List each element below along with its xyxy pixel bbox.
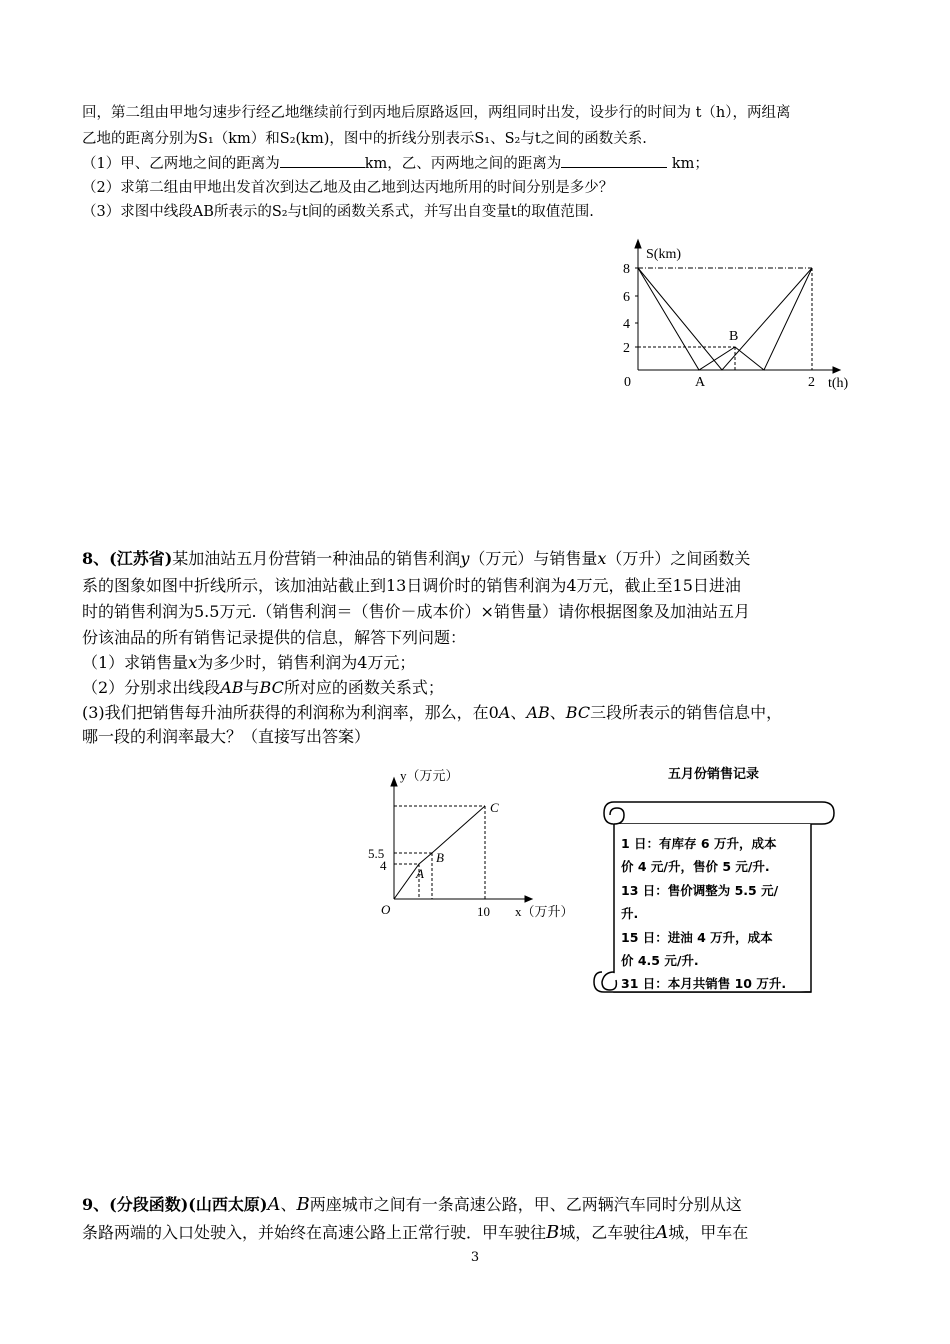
y-tick-2: 2	[623, 341, 630, 356]
segment-bc-2: BC	[565, 703, 591, 722]
sep-1: 、	[510, 703, 527, 722]
q9-line-1-text: 两座城市之间有一条高速公路，甲、乙两辆汽车同时分别从这	[309, 1195, 742, 1214]
y-tick-6: 6	[623, 290, 630, 305]
y-tick-5-5: 5.5	[368, 846, 385, 861]
q8-part-1-b: 为多少时，销售利润为4万元；	[197, 653, 416, 672]
var-x: x	[188, 653, 198, 672]
point-a-label: A	[416, 866, 424, 881]
q8-line-1-b: （万元）与销售量	[469, 549, 598, 568]
q9-source-tag: (分段函数)(山西太原)	[109, 1195, 268, 1214]
var-a-2: A	[655, 1222, 669, 1243]
q8-number: 8、	[82, 549, 110, 568]
q8-part-2-a: （2）分别求出线段	[82, 678, 221, 697]
q9-line-2-c: 城，乙车驶往	[559, 1223, 656, 1242]
point-a-label: A	[695, 375, 706, 390]
q8-line-1-c: （万升）之间函数关	[606, 549, 751, 568]
x-axis-label: t(h)	[828, 376, 849, 391]
x-tick-2: 2	[808, 375, 815, 390]
q8-part-1-a: （1）求销售量	[82, 653, 189, 672]
q7-part-1-b: km，乙、丙两地之间的距离为	[364, 156, 562, 172]
q8-part-2-b: 与	[243, 678, 260, 697]
segment-bc: BC	[259, 678, 284, 697]
point-b-label: B	[729, 329, 739, 344]
page-number: 3	[470, 1250, 480, 1265]
q7-text-line-2: 乙地的距离分别为S₁（km）和S₂(km)，图中的折线分别表示S₁、S₂与t之间的函数关系.	[82, 131, 647, 147]
origin-label: O	[381, 902, 391, 917]
q8-part-1	[82, 650, 415, 673]
s1-polyline	[638, 268, 812, 370]
y-axis-label: S(km)	[646, 247, 681, 262]
q8-part-3-b: 三段所表示的销售信息中，	[590, 703, 783, 722]
y-axis-arrow	[391, 778, 397, 786]
record-line-7: 31 日：本月共销售 10 万升.	[621, 976, 787, 992]
q8-line-1-a: 某加油站五月份营销一种油品的销售利润	[172, 549, 461, 568]
record-line-3: 13 日：售价调整为 5.5 元/	[621, 882, 779, 898]
x-axis-arrow	[525, 896, 532, 902]
q8-line-3: 时的销售利润为5.5万元.（销售利润＝（售价－成本价）×销售量）请你根据图象及加油站五月	[82, 602, 750, 621]
sep-2: 、	[549, 703, 566, 722]
q9-line-1	[82, 1192, 742, 1215]
q8-part-3-line-2: 哪一段的利润率最大？（直接写出答案）	[82, 727, 371, 746]
q9-line-2-e: 城，甲车在	[668, 1223, 749, 1242]
answer-blank-1[interactable]	[280, 153, 365, 168]
q9-line-2	[82, 1220, 748, 1243]
x-axis-label: x（万升）	[515, 904, 574, 919]
segment-oa-a: A	[498, 703, 511, 722]
q8-line-4: 份该油品的所有销售记录提供的信息，解答下列问题：	[82, 628, 467, 647]
answer-blank-2[interactable]	[561, 153, 667, 168]
sales-record-title: 五月份销售记录	[668, 767, 760, 782]
x-tick-10: 10	[477, 904, 490, 919]
segment-ab: AB	[220, 678, 244, 697]
point-b-label: B	[436, 850, 444, 865]
y-tick-4: 4	[623, 317, 630, 332]
record-line-5: 15 日：进油 4 万升，成本	[621, 929, 773, 945]
y-axis-arrow	[635, 240, 641, 248]
s2-polyline	[638, 268, 812, 370]
point-c-label: C	[490, 800, 499, 815]
q8-line-2: 系的图象如图中折线所示，该加油站截止到13日调价时的销售利润为4万元，截止至15日进油	[82, 576, 741, 595]
x-axis-arrow	[833, 367, 840, 373]
var-b-2: B	[546, 1222, 560, 1243]
var-x: x	[597, 549, 607, 568]
q9-sep: 、	[280, 1195, 297, 1214]
var-y: y	[460, 549, 470, 568]
record-line-2: 价 4 元/升，售价 5 元/升.	[621, 859, 770, 875]
q9-line-2-a: 条路两端的入口处驶入，并始终在高速公路上正常行驶．甲车驶往	[82, 1223, 547, 1242]
q8-part-2-c: 所对应的函数关系式；	[283, 678, 444, 697]
q8-line-1	[82, 546, 750, 569]
origin-label: 0	[624, 375, 631, 390]
var-b: B	[296, 1194, 310, 1215]
q7-part-3: （3）求图中线段AB所表示的S₂与t间的函数关系式，并写出自变量t的取值范围.	[82, 204, 594, 220]
q7-part-1-c: km；	[667, 156, 709, 172]
q8-part-3	[82, 700, 782, 723]
q9-number: 9、	[82, 1195, 110, 1214]
y-tick-4: 4	[380, 858, 387, 873]
distance-time-graph	[610, 236, 870, 396]
record-line-4: 升.	[621, 906, 639, 922]
segment-ab-2: AB	[526, 703, 550, 722]
y-tick-8: 8	[623, 262, 630, 277]
q7-part-1-a: （1）甲、乙两地之间的距离为	[82, 156, 280, 172]
profit-sales-graph	[360, 762, 585, 927]
y-axis-label: y（万元）	[400, 768, 459, 783]
record-line-1: 1 日：有库存 6 万升，成本	[621, 836, 777, 851]
q8-part-3-a: (3)我们把销售每升油所获得的利润称为利润率，那么，在0	[82, 703, 499, 722]
sales-record-content	[621, 832, 786, 996]
q7-part-1	[82, 152, 709, 173]
q7-text-line-1: 回，第二组由甲地匀速步行经乙地继续前行到丙地后原路返回，两组同时出发，设步行的时间为 t（h），两组离	[82, 105, 791, 121]
q7-part-2: （2）求第二组由甲地出发首次到达乙地及由乙地到达丙地所用的时间分别是多少？	[82, 180, 614, 196]
q8-part-2	[82, 675, 444, 698]
var-a: A	[267, 1194, 281, 1215]
q8-source-tag: (江苏省)	[109, 549, 173, 568]
record-line-6: 价 4.5 元/升.	[621, 953, 699, 969]
